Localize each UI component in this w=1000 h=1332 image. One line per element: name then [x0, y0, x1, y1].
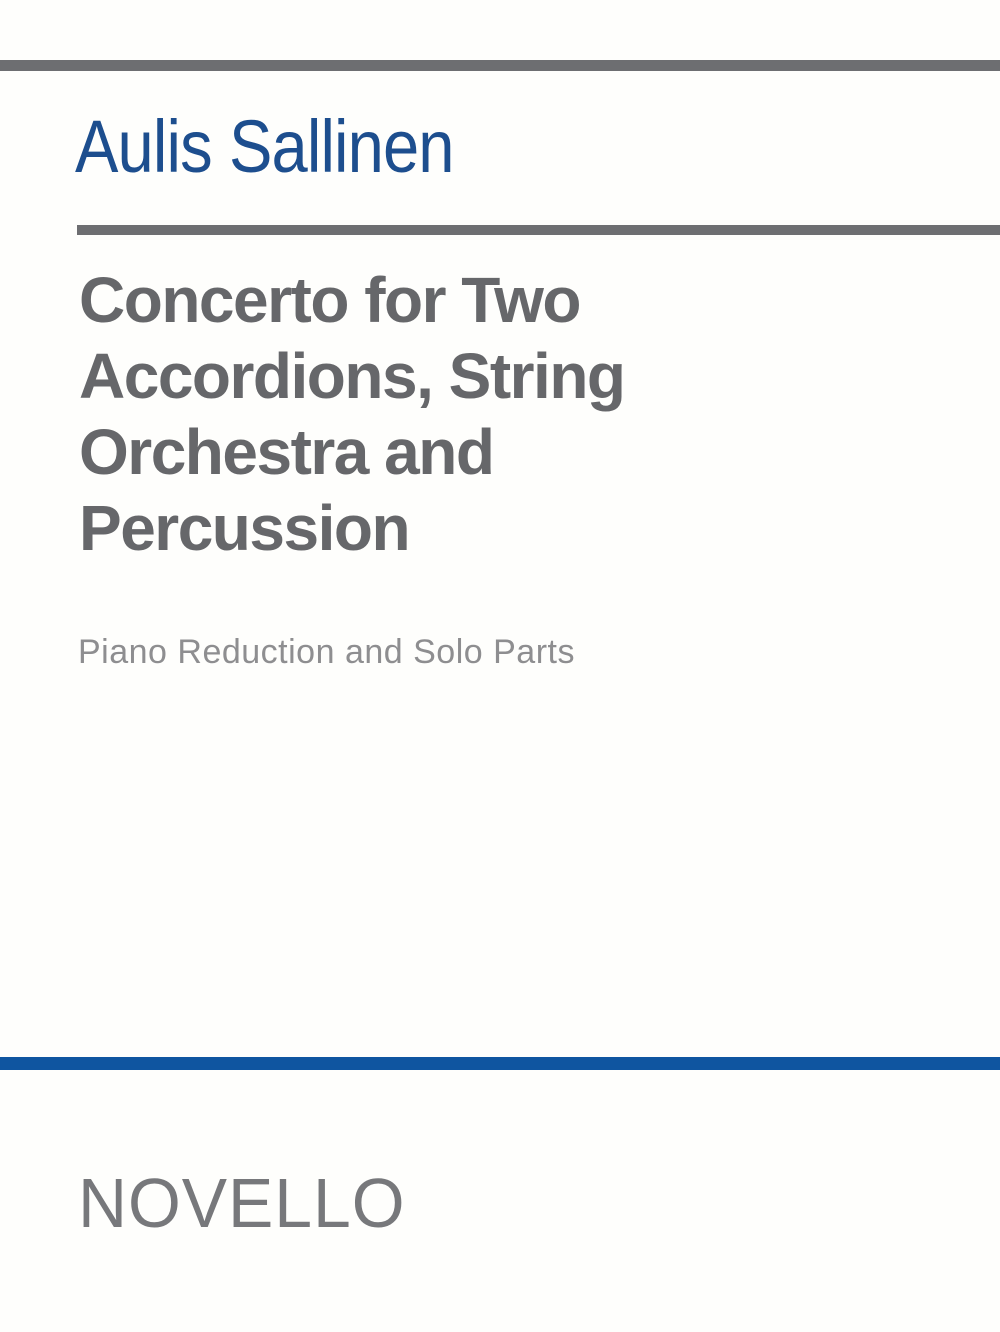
work-subtitle: Piano Reduction and Solo Parts: [78, 633, 575, 671]
footer-rule: [0, 1057, 1000, 1070]
work-title: [79, 262, 625, 566]
composer-divider-rule: [77, 225, 1000, 235]
work-title-line-2: Accordions, String: [79, 340, 625, 412]
top-rule: [0, 60, 1000, 71]
work-title-line-1: Concerto for Two: [79, 264, 580, 336]
composer-name: Aulis Sallinen: [75, 105, 454, 188]
work-title-line-3: Orchestra and: [79, 416, 494, 488]
publisher-logo: NOVELLO: [78, 1164, 406, 1242]
work-title-line-4: Percussion: [79, 492, 410, 564]
